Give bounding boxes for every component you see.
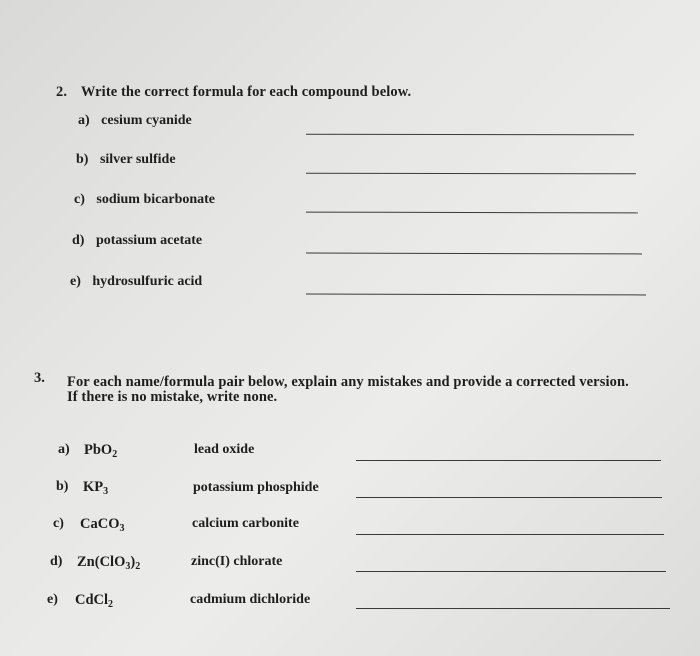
q3-item-d-formula-base: Zn(ClO (77, 554, 126, 570)
q3-item-e-name: cadmium dichloride (190, 592, 311, 607)
question-3-number: 3. (34, 370, 45, 386)
q3-item-a-name: lead oxide (194, 442, 255, 457)
q3-item-e-letter: e) (47, 592, 58, 607)
q2-item-a (78, 113, 192, 129)
q3-item-a-formula-base: PbO (84, 442, 113, 458)
question-2-prompt: Write the correct formula for each compound below. (80, 84, 412, 100)
q2-item-c-letter: c) (74, 192, 85, 207)
q3-item-a-letter: a) (58, 442, 70, 457)
q3-item-b-name: potassium phosphide (193, 480, 319, 495)
q2-answer-line-b[interactable] (306, 173, 636, 175)
q3-answer-line-e[interactable] (356, 608, 670, 609)
q2-item-e-letter: e) (70, 274, 81, 289)
q3-item-c-letter: c) (53, 516, 64, 531)
q3-item-b-formula-base: KP (83, 479, 104, 495)
q3-item-d-formula-sub-1: 3 (125, 561, 131, 572)
q2-item-a-letter: a) (78, 113, 90, 128)
q2-answer-line-e[interactable] (306, 294, 646, 296)
q3-item-e-formula-sub: 2 (108, 599, 114, 610)
q3-item-d-name: zinc(I) chlorate (191, 554, 283, 569)
q2-item-a-name: cesium cyanide (101, 113, 192, 128)
q2-item-b-letter: b) (76, 152, 89, 167)
q3-item-c-formula-sub: 3 (119, 523, 125, 534)
q3-answer-line-d[interactable] (356, 571, 666, 572)
q2-item-b-name: silver sulfide (99, 152, 176, 167)
question-3-prompt-line-1: For each name/formula pair below, explain any mistakes and provide a corrected version. (67, 374, 629, 390)
q3-answer-line-c[interactable] (356, 534, 664, 535)
q2-answer-line-c[interactable] (306, 212, 638, 214)
q2-item-d (72, 233, 202, 249)
q2-item-b (76, 152, 176, 168)
q2-item-d-name: potassium acetate (95, 233, 203, 248)
q3-item-b-formula (83, 479, 108, 497)
q3-item-d-formula (77, 554, 140, 572)
q3-answer-line-b[interactable] (356, 497, 662, 498)
q2-answer-line-a[interactable] (306, 134, 634, 136)
q2-item-d-letter: d) (72, 233, 85, 248)
q3-item-a-formula-sub: 2 (112, 449, 118, 460)
q3-item-d-formula-paren: ) (130, 554, 136, 570)
q3-item-d-formula-sub-2: 2 (135, 561, 141, 572)
q3-item-c-formula-base: CaCO (80, 516, 120, 532)
q2-answer-line-d[interactable] (306, 253, 642, 255)
q2-item-e (70, 274, 202, 290)
q3-item-e-formula (75, 592, 113, 610)
q3-item-b-formula-sub: 3 (103, 486, 109, 497)
q3-item-c-name: calcium carbonite (192, 516, 299, 531)
question-3-prompt-line-2: If there is no mistake, write none. (67, 389, 278, 405)
question-2-heading (56, 84, 411, 101)
q2-item-c-name: sodium bicarbonate (96, 192, 216, 207)
q2-item-c (74, 192, 215, 208)
q3-item-c-formula (80, 516, 124, 534)
question-2-number: 2. (56, 84, 68, 100)
q3-item-a-formula (84, 442, 117, 460)
q3-answer-line-a[interactable] (356, 460, 661, 461)
q3-item-e-formula-base: CdCl (75, 592, 109, 608)
q2-item-e-name: hydrosulfuric acid (92, 274, 203, 289)
q3-item-d-letter: d) (50, 554, 63, 569)
q3-item-b-letter: b) (56, 479, 69, 494)
